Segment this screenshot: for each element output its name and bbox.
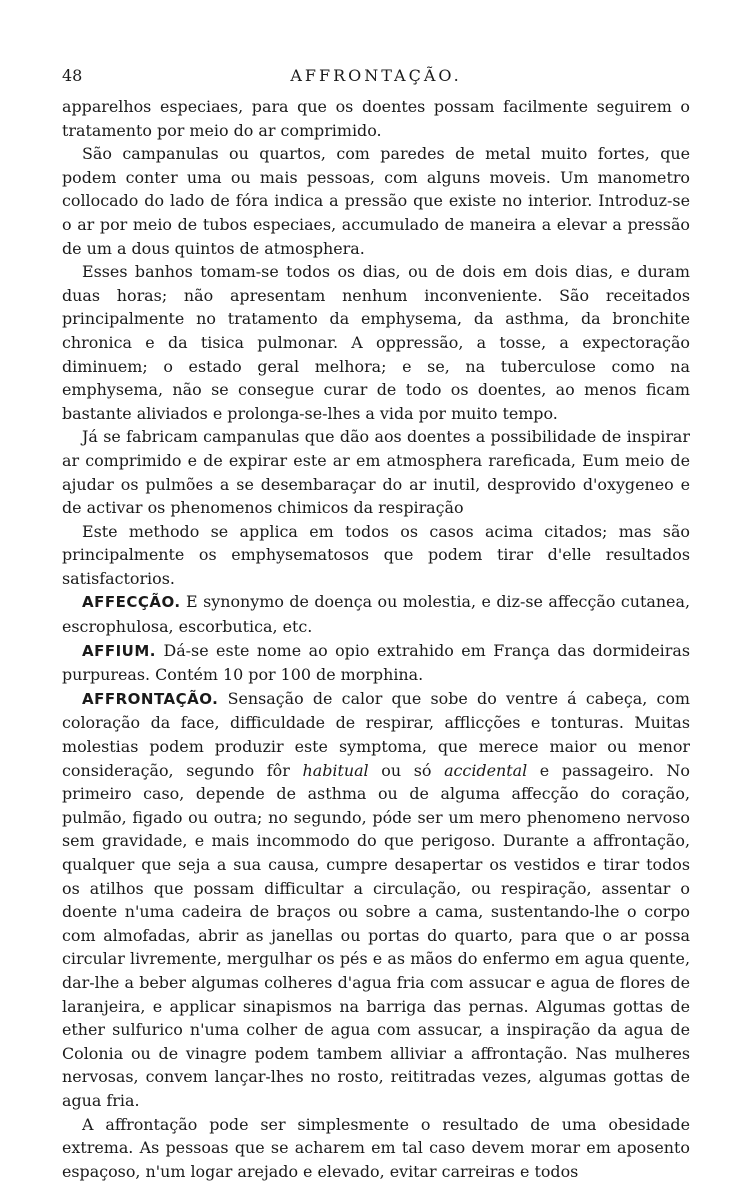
paragraph-banhos: Esses banhos tomam-se todos os dias, ou de dois em dois dias, e duram duas horas; não apresentam nenhum inconveniente. São receitados principalmente no tratamento da emphysema, da asthma, da bronchite chronica e da tisica pulmonar. A oppressão, a tosse, a expectoração diminuem; o estado geral melhora; e se, na tuberculose como na emphysema, não se consegue curar de todo os doentes, ao menos ficam bastante aliviados e prolonga-se-lhes a vida por muito tempo. [62,262,690,423]
paragraph-obesidade: A affrontação pode ser simplesmente o resultado de uma obesidade extrema. As pessoas que se acharem em tal caso devem morar em aposento espaçoso, n'um logar arejado e elevado, evitar carreiras e todos [62,1114,690,1181]
definition-affium: Dá-se este nome ao opio extrahido em França das dormideiras purpureas. Contém 10 por 100 de morphina. [62,640,690,685]
definition-affrontacao-part-1: Sensação de calor que sobe do ventre á cabeça, com coloração da face, difficuldade de respirar, afflicções e tonturas. Muitas molestias podem produzir este symptoma, que merece maior ou menor consideração, segundo fôr [62,688,690,780]
paragraph-continuation: apparelhos especiaes, para que os doentes possam facilmente seguirem o tratamento por meio do ar comprimido. [62,97,690,140]
paragraph-methodo: Este methodo se applica em todos os casos acima citados; mas são principalmente os emphysematosos que podem tirar d'elle resultados satisfactorios. [62,521,690,588]
page-header [62,66,690,86]
headword-affeccao: AFFECÇÃO. [82,593,181,612]
definition-affrontacao-part-2: ou só [368,760,445,780]
entry-affrontacao [62,687,690,1113]
page-number: 48 [62,66,83,85]
entry-affium [62,639,690,687]
paragraph-fabricam: Já se fabricam campanulas que dão aos doentes a possibilidade de inspirar ar comprimido e de expirar este ar em atmosphera rareficada, Eum meio de ajudar os pulmões a se desembaraçar do ar inutil, desprovido d'oxygeneo e de activar os phenomenos chimicos da respiração [62,427,690,518]
page-body [62,95,690,1183]
italic-habitual: habitual [302,760,369,780]
definition-affrontacao-part-3: e passageiro. No primeiro caso, depende de asthma ou de alguma affecção do coração, pulmão, figado ou outra; no segundo, póde ser um mero phenomeno nervoso sem gravidade, e mais incommodo do que perigoso. Durante a affrontação, qualquer que seja a sua causa, cumpre desapertar os vestidos e tirar todos os atilhos que possam difficultar a circulação, ou respiração, assentar o doente n'uma cadeira de braços ou sobre a cama, sustentando-lhe o corpo com almofadas, abrir as janellas ou portas do quarto, para que o ar possa circular livremente, mergulhar os pés e as mãos do enfermo em agua quente, dar-lhe a beber algumas colheres d'agua fria com assucar e agua de flores de laranjeira, e applicar sinapismos na barriga das pernas. Algumas gottas de ether sulfurico n'uma colher de agua com assucar, a inspiração da agua de Colonia ou de vinagre podem tambem alliviar a affrontação. Nas mulheres nervosas, convem lançar-lhes no rosto, reititradas vezes, algumas gottas de agua fria. [62,760,690,1110]
italic-accidental: accidental [444,760,528,780]
entry-affeccao [62,590,690,638]
definition-affeccao: E synonymo de doença ou molestia, e diz-se affecção cutanea, escrophulosa, escorbutica, etc. [62,592,690,637]
headword-affrontacao: AFFRONTAÇÃO. [82,689,219,708]
paragraph-campanulas: São campanulas ou quartos, com paredes de metal muito fortes, que podem conter uma ou mais pessoas, com alguns moveis. Um manometro collocado do lado de fóra indica a pressão que existe no interior. Introduz-se o ar por meio de tubos especiaes, accumulado de maneira a elevar a pressão de um a dous quintos de atmosphera. [62,144,690,258]
book-page [62,66,690,1183]
running-title: AFFRONTAÇÃO. [290,66,462,85]
headword-affium: AFFIUM. [82,641,156,660]
